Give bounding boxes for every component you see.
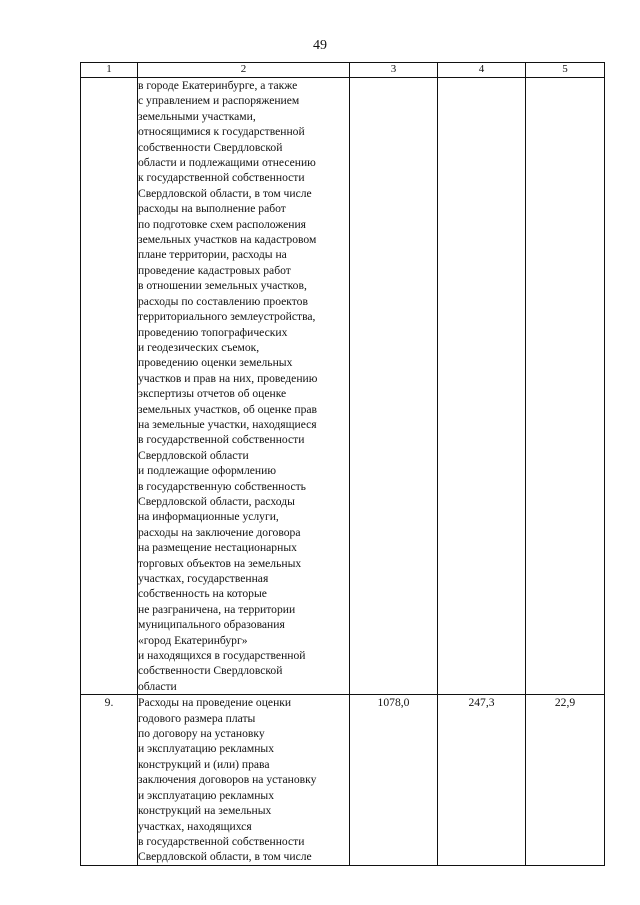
description-line: земельными участками, [138, 109, 256, 123]
table-header-row [81, 63, 605, 78]
row-number [81, 78, 138, 695]
description-line: экспертизы отчетов об оценке [138, 387, 287, 401]
description-line: не разграничена, на территории [138, 602, 296, 616]
column-header-1: 1 [81, 63, 138, 78]
row-description [138, 695, 350, 865]
description-line: проведение кадастровых работ [138, 263, 291, 277]
description-line: на земельные участки, находящиеся [138, 417, 317, 431]
description-line: земельных участков, об оценке прав [138, 402, 318, 416]
description-line: расходы по составлению проектов [138, 294, 308, 308]
description-line: и подлежащие оформлению [138, 464, 276, 478]
description-line: расходы на заключение договора [138, 525, 301, 539]
description-line: участках, государственная [138, 572, 269, 585]
description-line: на размещение нестационарных [138, 541, 297, 555]
description-line: области и подлежащими отнесению [138, 156, 316, 170]
description-line: «город Екатеринбург» [138, 633, 248, 647]
description-line: и геодезических съемок, [138, 340, 260, 354]
description-line: и эксплуатацию рекламных [138, 742, 275, 756]
description-line: земельных участков на кадастровом [138, 233, 317, 247]
description-line: и эксплуатацию рекламных [138, 788, 275, 802]
description-line: участков и прав на них, проведению [138, 371, 318, 385]
description-line: собственность на которые [138, 587, 267, 601]
description-line: собственности Свердловской [138, 664, 283, 678]
description-line: Свердловской области, в том числе [138, 186, 312, 200]
row-value-col3: 1078,0 [350, 695, 438, 865]
page-number: 49 [313, 38, 327, 53]
description-line: Расходы на проведение оценки [138, 696, 292, 710]
description-line: торговых объектов на земельных [138, 556, 302, 570]
description-line: в государственной собственности [138, 433, 305, 447]
description-line: по договору на установку [138, 727, 265, 741]
row-value-col4: 247,3 [438, 695, 526, 865]
column-header-5: 5 [526, 63, 605, 78]
row-number: 9. [81, 695, 138, 865]
row-value-col5: 22,9 [526, 695, 605, 865]
description-line: конструкций и (или) права [138, 757, 270, 771]
description-line: Свердловской области, расходы [138, 494, 295, 508]
description-line: проведению оценки земельных [138, 356, 293, 370]
description-line: и находящихся в государственной [138, 649, 306, 663]
row-description [138, 78, 350, 695]
description-line: собственности Свердловской [138, 140, 283, 154]
description-line: муниципального образования [138, 618, 285, 632]
description-line: в отношении земельных участков, [138, 279, 307, 293]
description-line: участках, находящихся [138, 819, 252, 833]
row-value-col4 [438, 78, 526, 695]
description-line: расходы на выполнение работ [138, 202, 286, 216]
column-header-2: 2 [138, 63, 350, 78]
description-line: в государственную собственность [138, 479, 306, 493]
description-line: по подготовке схем расположения [138, 217, 307, 231]
description-line: проведению топографических [138, 325, 288, 339]
column-header-4: 4 [438, 63, 526, 78]
description-line: к государственной собственности [138, 171, 305, 185]
description-line: в городе Екатеринбурге, а также [138, 79, 298, 92]
description-line: территориального землеустройства, [138, 310, 316, 324]
description-line: на информационные услуги, [138, 510, 279, 524]
description-line: Свердловской области [138, 448, 249, 462]
description-line: относящимися к государственной [138, 125, 305, 139]
description-line: заключения договоров на установку [138, 773, 317, 787]
column-header-3: 3 [350, 63, 438, 78]
description-line: плане территории, расходы на [138, 248, 287, 262]
budget-table [80, 62, 605, 866]
description-line: в государственной собственности [138, 834, 305, 848]
description-line: с управлением и распоряжением [138, 94, 300, 108]
description-line: годового размера платы [138, 711, 256, 725]
description-line: конструкций на земельных [138, 804, 272, 818]
description-line: области [138, 679, 177, 693]
description-line: Свердловской области, в том числе [138, 850, 312, 864]
row-value-col3 [350, 78, 438, 695]
row-value-col5 [526, 78, 605, 695]
table-row [81, 78, 605, 695]
table-row [81, 695, 605, 865]
